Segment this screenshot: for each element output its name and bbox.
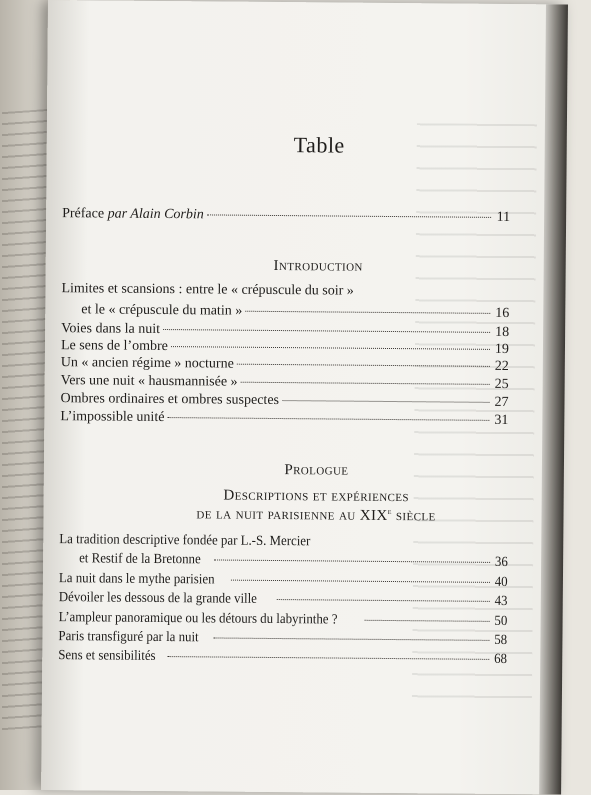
toc-entry-label: et le « crépuscule du matin » bbox=[81, 302, 243, 319]
toc-entry bbox=[59, 532, 509, 552]
toc-page-number: 22 bbox=[494, 358, 509, 375]
toc-entry bbox=[61, 373, 509, 393]
toc-page-number: 11 bbox=[496, 209, 511, 226]
toc-page-number: 27 bbox=[494, 394, 509, 411]
toc-entry bbox=[59, 610, 509, 630]
toc-page-number: 19 bbox=[494, 341, 510, 358]
leader-dots bbox=[365, 620, 490, 622]
leader-dots bbox=[237, 364, 490, 367]
toc-entry-label: Le sens de l’ombre bbox=[60, 338, 168, 355]
toc-entry bbox=[61, 281, 509, 301]
toc-entry-label: Limites et scansions : entre le « crépuscule du soir » bbox=[61, 281, 354, 299]
toc-entry-label: La tradition descriptive fondée par L.-S. Mercier bbox=[59, 532, 311, 550]
toc-page-number: 58 bbox=[494, 632, 508, 649]
leader-dots bbox=[214, 637, 490, 640]
toc-entry-label: L’impossible unité bbox=[60, 409, 165, 426]
toc-entry bbox=[59, 571, 509, 591]
toc-page-number: 40 bbox=[494, 574, 508, 591]
leader-dots bbox=[214, 559, 490, 562]
leader-dots bbox=[231, 580, 490, 583]
toc-page-number: 31 bbox=[494, 412, 509, 429]
toc-entry-label: Paris transfiguré par la nuit bbox=[58, 629, 199, 646]
section-subheading: Descriptions et expériences bbox=[223, 487, 410, 506]
toc-entry-label: Sens et sensibilités bbox=[58, 648, 156, 664]
leader-dots bbox=[167, 417, 489, 421]
toc-entry-preface bbox=[62, 206, 510, 226]
leader-dots bbox=[171, 346, 490, 350]
toc-page-number: 25 bbox=[494, 376, 509, 393]
leader-dots bbox=[163, 329, 490, 333]
section-heading-prologue: Prologue bbox=[284, 462, 349, 479]
book-page bbox=[41, 0, 568, 795]
toc-entry-label: et Restif de la Bretonne bbox=[79, 551, 201, 568]
section-subheading: de la nuit parisienne au XIXe siècle bbox=[196, 506, 436, 525]
leader-dots bbox=[167, 656, 489, 660]
page-edge bbox=[539, 4, 568, 794]
toc-entry-label: Un « ancien régime » nocturne bbox=[60, 355, 234, 372]
toc-entry-label: Préface par Alain Corbin bbox=[62, 206, 204, 223]
toc-entry bbox=[81, 302, 509, 322]
leader-dots bbox=[207, 214, 491, 217]
leader-dots bbox=[241, 382, 490, 385]
toc-entry-label: Vers une nuit « hausmannisée » bbox=[60, 373, 238, 390]
toc-page-number: 50 bbox=[494, 613, 508, 630]
toc-page-number: 36 bbox=[494, 554, 508, 571]
leader-dots bbox=[245, 311, 490, 314]
toc-page-number: 16 bbox=[495, 305, 510, 322]
toc-entry bbox=[58, 648, 508, 668]
toc-page-number: 43 bbox=[494, 593, 508, 610]
toc-entry bbox=[59, 590, 509, 610]
page-title: Table bbox=[293, 132, 345, 158]
toc-entry-label: L’ampleur panoramique ou les détours du labyrinthe ? bbox=[58, 610, 338, 628]
leader-dots bbox=[277, 599, 490, 602]
toc-entry-label: Voies dans la nuit bbox=[61, 321, 161, 337]
toc-entry bbox=[60, 409, 508, 429]
toc-entry bbox=[61, 355, 509, 375]
toc-entry-label: Dévoiler les dessous de la grande ville bbox=[58, 590, 258, 607]
toc-page-number: 18 bbox=[495, 324, 510, 341]
toc-entry bbox=[60, 391, 508, 411]
section-heading-introduction: Introduction bbox=[273, 257, 363, 275]
toc-entry bbox=[79, 551, 509, 571]
toc-page-number: 68 bbox=[494, 651, 508, 668]
toc-entry-label: Ombres ordinaires et ombres suspectes bbox=[60, 391, 280, 409]
leader-dots bbox=[282, 400, 490, 403]
toc-entry bbox=[58, 629, 508, 649]
toc-entry-label: La nuit dans le mythe parisien bbox=[58, 571, 215, 588]
